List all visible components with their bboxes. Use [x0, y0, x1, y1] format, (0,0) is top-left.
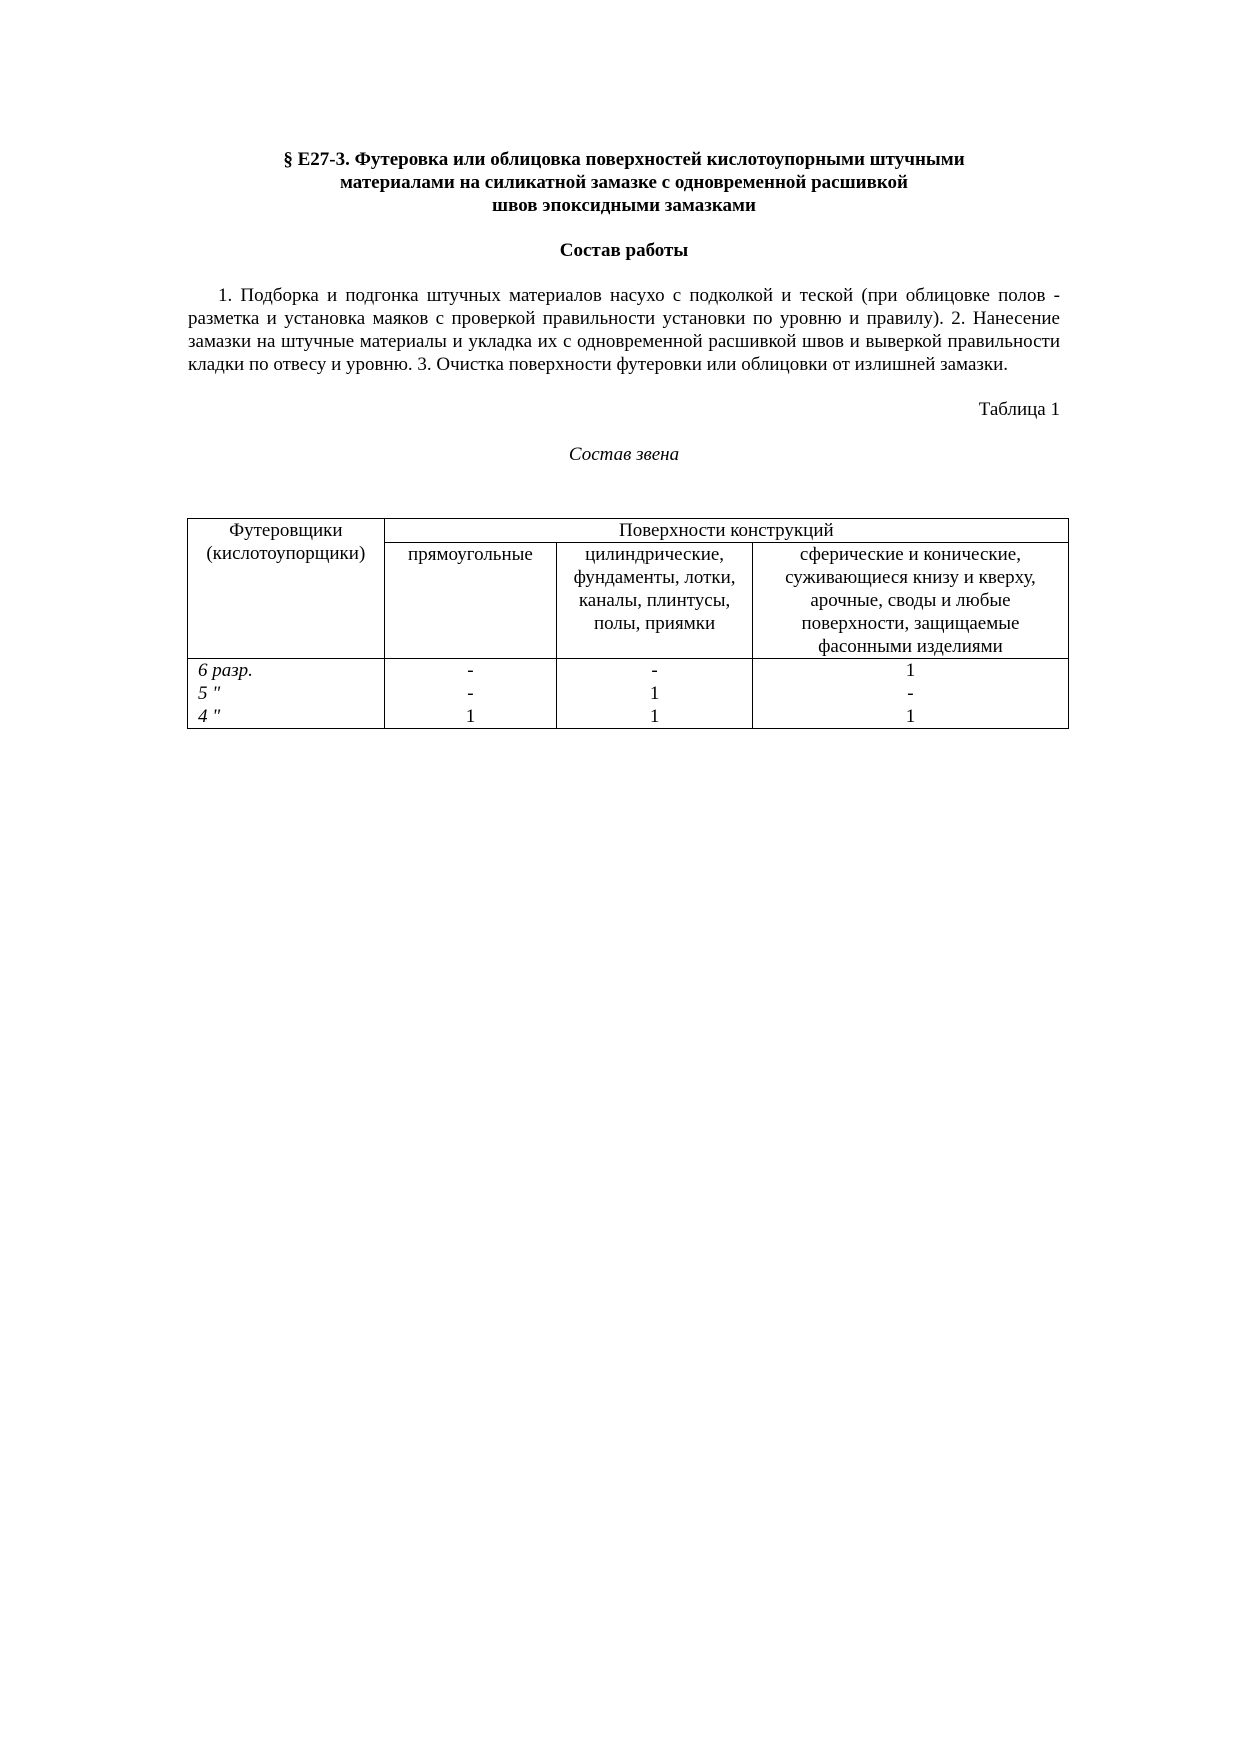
table-row	[188, 659, 1069, 683]
row-grade: 4 "	[188, 705, 385, 729]
table-cell: 1	[557, 705, 753, 729]
header-col-spherical: сферические и конические, суживающиеся книзу и кверху, арочные, своды и любые поверхности, защищаемые фасонными изделиями	[752, 543, 1068, 659]
row-grade: 6 разр.	[188, 659, 385, 683]
table-cell: -	[752, 682, 1068, 705]
table-row	[188, 682, 1069, 705]
document-page	[188, 148, 1060, 727]
table-cell: -	[384, 659, 557, 683]
document-title	[188, 148, 1060, 217]
row-grade: 5 "	[188, 682, 385, 705]
table-cell: -	[557, 659, 753, 683]
table-cell: 1	[752, 659, 1068, 683]
table-cell: 1	[752, 705, 1068, 729]
title-line-2: материалами на силикатной замазке с одновременной расшивкой	[340, 172, 908, 193]
table-cell: 1	[557, 682, 753, 705]
section-heading: Состав работы	[559, 240, 689, 261]
table-caption: Состав звена	[568, 444, 680, 465]
header-workers: Футеровщики (кислотоупорщики)	[188, 519, 385, 659]
crew-table	[187, 518, 1069, 729]
table-cell: -	[384, 682, 557, 705]
table-header-row	[188, 519, 1069, 543]
header-surfaces: Поверхности конструкций	[384, 519, 1068, 543]
table-label: Таблица 1	[978, 399, 1060, 420]
table-row	[188, 705, 1069, 729]
work-description: 1. Подборка и подгонка штучных материалов насухо с подколкой и теской (при облицовке полов - разметка и установка маяков с проверкой правильности установки по уровню и правилу). 2. Нанесение замазки на штучные материалы и укладка их с одновременной расшивкой швов и выверкой правильности кладки по отвесу и уровню. 3. Очистка поверхности футеровки или облицовки от излишней замазки.	[188, 285, 1060, 375]
table-cell: 1	[384, 705, 557, 729]
title-line-3: швов эпоксидными замазками	[492, 195, 756, 216]
title-line-1: § Е27-3. Футеровка или облицовка поверхностей кислотоупорными штучными	[283, 149, 965, 170]
header-col-cylindrical: цилиндрические, фундаменты, лотки, каналы, плинтусы, полы, приямки	[557, 543, 753, 659]
header-col-rectangular: прямоугольные	[384, 543, 557, 659]
